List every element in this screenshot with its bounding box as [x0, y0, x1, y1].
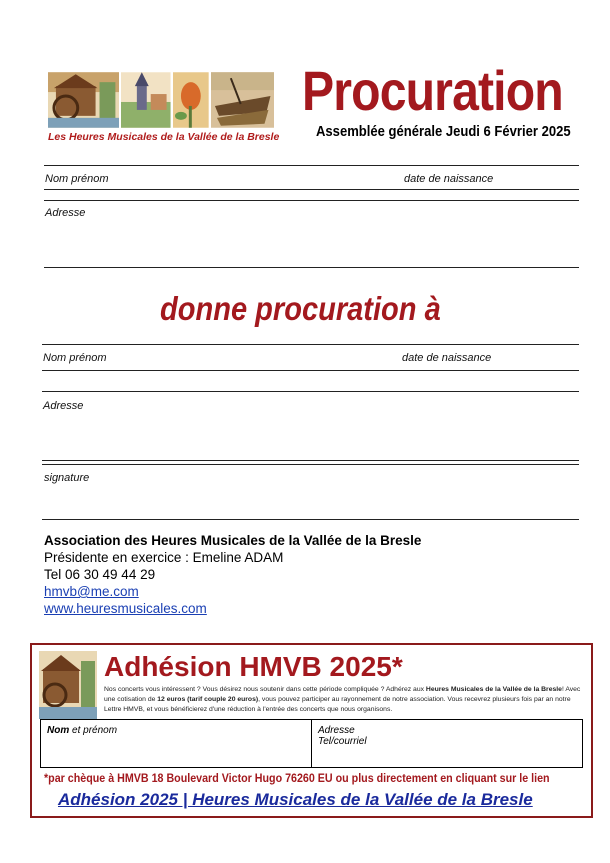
name-cell[interactable]	[41, 720, 312, 767]
watermill-painting	[48, 72, 119, 128]
village-painting	[121, 72, 171, 128]
address-field-label: Adresse	[45, 207, 86, 219]
adhesion-form-table	[40, 719, 583, 768]
divider	[44, 200, 579, 201]
address-field-label: Adresse	[43, 400, 84, 412]
name-cell-label-bold: Nom	[47, 725, 70, 736]
phone-line: Tel 06 30 49 44 29	[44, 567, 156, 582]
name-cell-label: et prénom	[69, 725, 118, 736]
address-cell[interactable]	[312, 720, 582, 767]
divider	[42, 464, 579, 465]
association-block	[44, 532, 421, 617]
signature-field-line[interactable]	[42, 519, 579, 520]
name-field-line[interactable]	[42, 370, 579, 371]
divider	[42, 344, 579, 345]
name-field-label: Nom prénom	[45, 173, 109, 185]
boats-painting	[211, 72, 274, 128]
adhesion-link[interactable]: Adhésion 2025 | Heures Musicales de la Vallée de la Bresle	[58, 790, 533, 809]
flowers-painting	[173, 72, 209, 128]
name-field-label: Nom prénom	[43, 352, 107, 364]
page-subtitle: Assemblée générale Jeudi 6 Février 2025	[316, 124, 571, 140]
dob-field-label: date de naissance	[404, 173, 494, 185]
address-field-line[interactable]	[44, 267, 579, 268]
address-field-line[interactable]	[42, 460, 579, 461]
cheque-instructions: *par chèque à HMVB 18 Boulevard Victor Hugo 76260 EU ou plus directement en cliquant sur le lien	[44, 773, 550, 785]
president-line: Présidente en exercice : Emeline ADAM	[44, 550, 284, 565]
adhesion-title: Adhésion HMVB 2025*	[104, 651, 403, 682]
association-name: Association des Heures Musicales de la Vallée de la Bresle	[44, 533, 422, 548]
signature-field-label: signature	[44, 472, 90, 484]
divider	[42, 391, 579, 392]
donne-procuration-heading: donne procuration à	[160, 290, 441, 327]
address-cell-label: Adresse	[318, 725, 355, 736]
tel-cell-label: Tel/courriel	[318, 736, 367, 747]
email-link[interactable]: hmvb@me.com	[44, 584, 139, 599]
header-banner	[48, 72, 274, 128]
dob-field-label: date de naissance	[402, 352, 492, 364]
name-field-line[interactable]	[44, 189, 579, 190]
page-title: Procuration	[302, 59, 563, 122]
divider	[44, 165, 579, 166]
adhesion-description: Nos concerts vous intéressent ? Vous désirez nous soutenir dans cette période compliquée ? Adhérez aux Heures Musicales de la Vallée de la Bresle! Avec une cotisation de 12 euros (tarif couple 20 euros), vous pouvez participer au rayonnement de notre association. Vous recevrez plusieurs fois par an notre Lettre HMVB, et vous bénéficierez d'une réduction à l'entrée des concerts que nous organisons.	[104, 686, 581, 713]
banner-caption: Les Heures Musicales de la Vallée de la Bresle	[48, 131, 280, 143]
watermill-thumbnail	[39, 651, 97, 719]
website-link[interactable]: www.heuresmusicales.com	[44, 601, 207, 616]
